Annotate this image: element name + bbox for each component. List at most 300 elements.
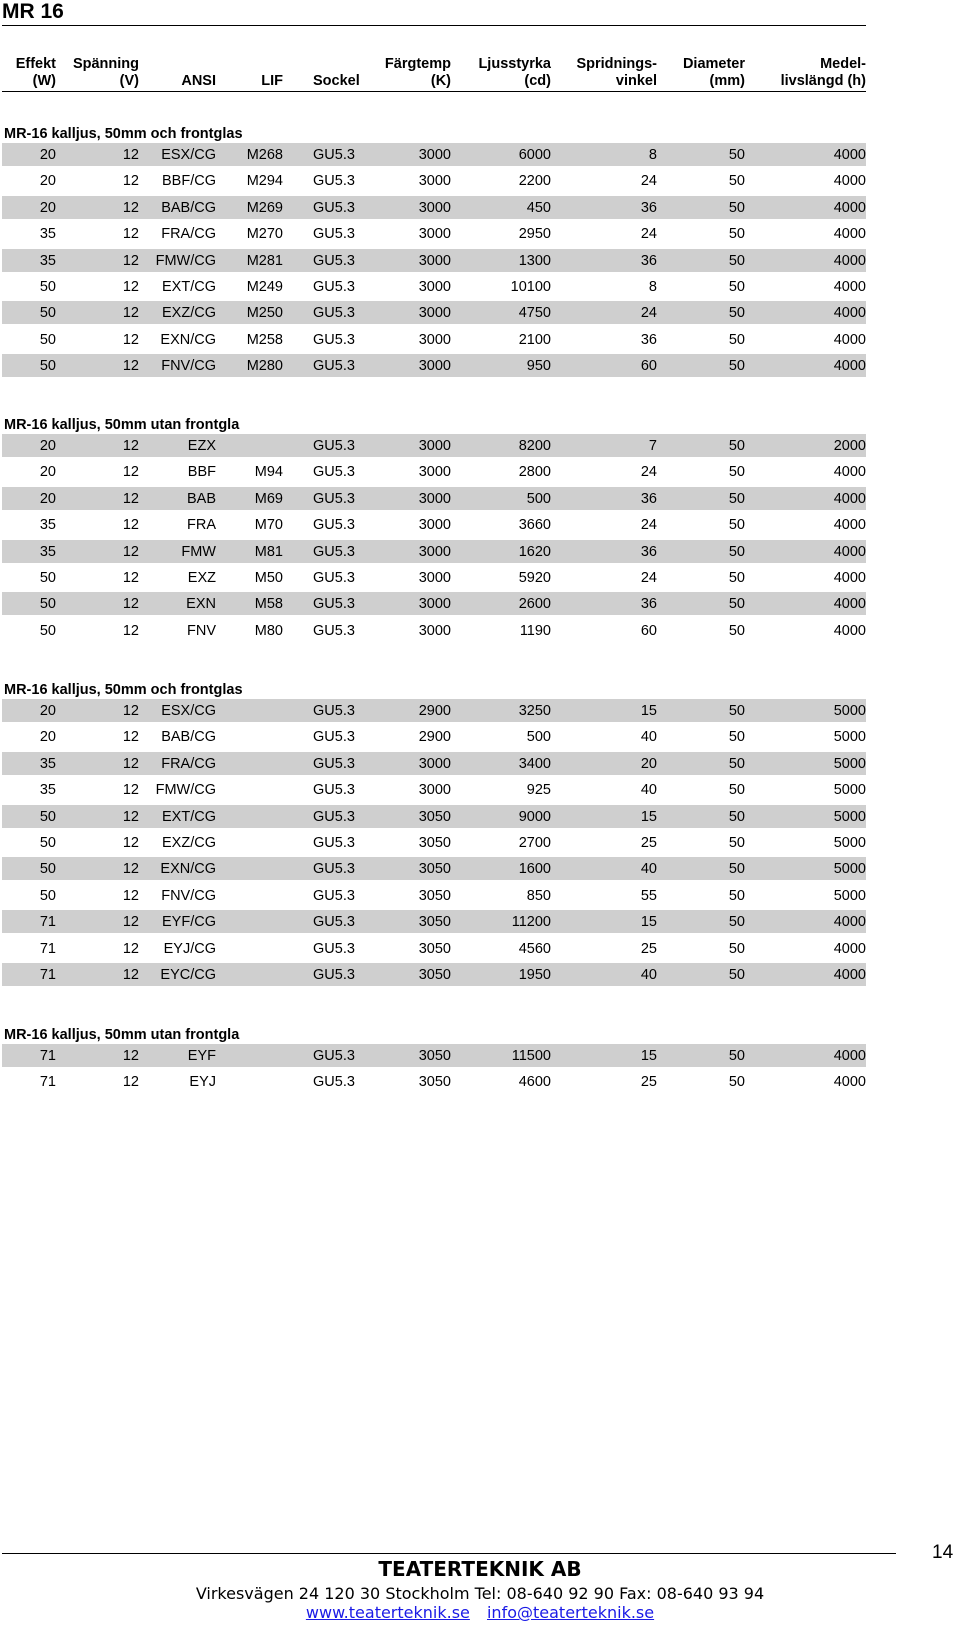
cell-ansi: EXN/CG bbox=[160, 861, 216, 878]
cell-diameter: 50 bbox=[728, 305, 745, 322]
cell-diameter: 50 bbox=[728, 967, 745, 983]
cell-effekt: 50 bbox=[39, 808, 56, 825]
cell-spridning: 8 bbox=[648, 147, 657, 163]
cell-fargtemp: 3000 bbox=[418, 782, 451, 799]
cell-fargtemp: 3000 bbox=[418, 305, 451, 322]
cell-lif: M250 bbox=[246, 305, 283, 322]
cell-lif: M70 bbox=[254, 517, 283, 534]
cell-ansi: BBF/CG bbox=[162, 173, 216, 190]
cell-ljusstyrka: 4600 bbox=[518, 1074, 551, 1091]
cell-sockel: GU5.3 bbox=[313, 279, 355, 295]
cell-diameter: 50 bbox=[728, 887, 745, 904]
cell-effekt: 71 bbox=[39, 1074, 56, 1091]
cell-spridning: 40 bbox=[640, 967, 657, 983]
cell-spanning: 12 bbox=[122, 887, 139, 904]
cell-spanning: 12 bbox=[122, 1074, 139, 1091]
cell-lif: M280 bbox=[246, 358, 283, 375]
cell-ansi: EXN/CG bbox=[160, 331, 216, 348]
cell-ansi: BAB/CG bbox=[161, 729, 216, 746]
cell-effekt: 20 bbox=[39, 464, 56, 481]
cell-livslangd: 4000 bbox=[833, 279, 866, 295]
cell-effekt: 71 bbox=[39, 940, 56, 957]
cell-fargtemp: 3000 bbox=[418, 358, 451, 375]
cell-fargtemp: 3000 bbox=[418, 517, 451, 534]
cell-spridning: 60 bbox=[640, 358, 657, 375]
cell-sockel: GU5.3 bbox=[313, 782, 355, 799]
table-row bbox=[2, 460, 866, 483]
cell-spanning: 12 bbox=[122, 252, 139, 269]
cell-ljusstyrka: 2800 bbox=[518, 464, 551, 481]
cell-spanning: 12 bbox=[122, 808, 139, 825]
cell-diameter: 50 bbox=[728, 517, 745, 534]
cell-spridning: 8 bbox=[648, 279, 657, 295]
cell-spanning: 12 bbox=[122, 596, 139, 613]
column-header-effekt: Effekt (W) bbox=[15, 56, 56, 89]
cell-ansi: BBF bbox=[187, 464, 216, 481]
cell-ansi: EYF bbox=[187, 1048, 216, 1064]
cell-ansi: EXZ/CG bbox=[162, 305, 216, 322]
cell-effekt: 35 bbox=[39, 543, 56, 560]
cell-fargtemp: 3000 bbox=[418, 279, 451, 295]
footer-divider bbox=[2, 1553, 896, 1554]
cell-spanning: 12 bbox=[122, 331, 139, 348]
cell-lif: M268 bbox=[246, 147, 283, 163]
cell-fargtemp: 3050 bbox=[418, 861, 451, 878]
cell-fargtemp: 3000 bbox=[418, 147, 451, 163]
cell-diameter: 50 bbox=[728, 331, 745, 348]
cell-lif: M294 bbox=[246, 173, 283, 190]
cell-spridning: 36 bbox=[640, 543, 657, 560]
company-address: Virkesvägen 24 120 30 Stockholm Tel: 08-640 92 90 Fax: 08-640 93 94 bbox=[195, 1584, 765, 1603]
cell-livslangd: 4000 bbox=[833, 1074, 866, 1091]
table-row bbox=[2, 699, 866, 722]
cell-spridning: 24 bbox=[640, 464, 657, 481]
cell-diameter: 50 bbox=[728, 543, 745, 560]
cell-livslangd: 4000 bbox=[833, 147, 866, 163]
cell-sockel: GU5.3 bbox=[313, 729, 355, 746]
cell-effekt: 50 bbox=[39, 596, 56, 613]
cell-fargtemp: 3050 bbox=[418, 808, 451, 825]
cell-lif: M81 bbox=[254, 543, 283, 560]
cell-spanning: 12 bbox=[122, 622, 139, 639]
cell-ljusstyrka: 4560 bbox=[518, 940, 551, 957]
table-row bbox=[2, 222, 866, 245]
cell-spridning: 40 bbox=[640, 782, 657, 799]
cell-ansi: ESX/CG bbox=[161, 703, 216, 719]
cell-spridning: 36 bbox=[640, 199, 657, 216]
cell-diameter: 50 bbox=[728, 782, 745, 799]
table-row bbox=[2, 857, 866, 880]
cell-ljusstyrka: 2950 bbox=[518, 226, 551, 243]
cell-lif: M249 bbox=[246, 279, 283, 295]
cell-fargtemp: 3050 bbox=[418, 914, 451, 931]
cell-livslangd: 5000 bbox=[833, 782, 866, 799]
cell-spanning: 12 bbox=[122, 782, 139, 799]
cell-ljusstyrka: 850 bbox=[526, 887, 551, 904]
cell-effekt: 35 bbox=[39, 782, 56, 799]
cell-ansi: FMW bbox=[181, 543, 216, 560]
cell-livslangd: 2000 bbox=[833, 438, 866, 454]
cell-effekt: 50 bbox=[39, 305, 56, 322]
cell-spanning: 12 bbox=[122, 226, 139, 243]
cell-sockel: GU5.3 bbox=[313, 438, 355, 454]
cell-spridning: 55 bbox=[640, 887, 657, 904]
cell-livslangd: 4000 bbox=[833, 914, 866, 931]
cell-sockel: GU5.3 bbox=[313, 808, 355, 825]
cell-spanning: 12 bbox=[122, 358, 139, 375]
cell-livslangd: 4000 bbox=[833, 252, 866, 269]
cell-effekt: 35 bbox=[39, 226, 56, 243]
cell-effekt: 20 bbox=[39, 199, 56, 216]
cell-effekt: 20 bbox=[39, 173, 56, 190]
cell-livslangd: 4000 bbox=[833, 1048, 866, 1064]
cell-fargtemp: 3050 bbox=[418, 887, 451, 904]
cell-sockel: GU5.3 bbox=[313, 358, 355, 375]
cell-diameter: 50 bbox=[728, 703, 745, 719]
cell-ljusstyrka: 8200 bbox=[518, 438, 551, 454]
cell-ljusstyrka: 450 bbox=[526, 199, 551, 216]
cell-ansi: EXZ/CG bbox=[162, 835, 216, 851]
cell-ansi: EYJ bbox=[189, 1074, 216, 1091]
cell-sockel: GU5.3 bbox=[313, 490, 355, 507]
cell-spridning: 15 bbox=[640, 808, 657, 825]
cell-ansi: EYC/CG bbox=[160, 967, 216, 983]
table-row bbox=[2, 540, 866, 563]
table-row bbox=[2, 301, 866, 324]
cell-ljusstyrka: 500 bbox=[526, 729, 551, 746]
cell-diameter: 50 bbox=[728, 729, 745, 746]
cell-sockel: GU5.3 bbox=[313, 914, 355, 931]
cell-sockel: GU5.3 bbox=[313, 861, 355, 878]
website-link[interactable]: www.teaterteknik.se bbox=[305, 1603, 470, 1622]
cell-diameter: 50 bbox=[728, 199, 745, 216]
cell-lif: M270 bbox=[246, 226, 283, 243]
cell-ljusstyrka: 3250 bbox=[518, 703, 551, 719]
cell-ljusstyrka: 4750 bbox=[518, 305, 551, 322]
table-row bbox=[2, 434, 866, 457]
cell-ansi: EYF/CG bbox=[162, 914, 216, 931]
cell-sockel: GU5.3 bbox=[313, 1048, 355, 1064]
cell-livslangd: 4000 bbox=[833, 570, 866, 586]
cell-sockel: GU5.3 bbox=[313, 464, 355, 481]
cell-diameter: 50 bbox=[728, 173, 745, 190]
table-row bbox=[2, 805, 866, 828]
cell-spanning: 12 bbox=[122, 279, 139, 295]
table-row bbox=[2, 1070, 866, 1093]
column-header-row bbox=[0, 54, 960, 90]
cell-ljusstyrka: 2600 bbox=[518, 596, 551, 613]
cell-fargtemp: 3000 bbox=[418, 570, 451, 586]
cell-sockel: GU5.3 bbox=[313, 147, 355, 163]
cell-ansi: FRA/CG bbox=[161, 226, 216, 243]
cell-spridning: 25 bbox=[640, 940, 657, 957]
column-header-lif: LIF bbox=[261, 73, 283, 89]
cell-fargtemp: 3000 bbox=[418, 331, 451, 348]
page-number: 14 bbox=[932, 1542, 954, 1563]
cell-spanning: 12 bbox=[122, 517, 139, 534]
cell-lif: M258 bbox=[246, 331, 283, 348]
cell-diameter: 50 bbox=[728, 1074, 745, 1091]
cell-sockel: GU5.3 bbox=[313, 596, 355, 613]
cell-effekt: 50 bbox=[39, 279, 56, 295]
cell-fargtemp: 3000 bbox=[418, 755, 451, 772]
cell-effekt: 50 bbox=[39, 887, 56, 904]
cell-livslangd: 5000 bbox=[833, 729, 866, 746]
page-title: MR 16 bbox=[2, 0, 64, 23]
cell-ljusstyrka: 925 bbox=[526, 782, 551, 799]
cell-sockel: GU5.3 bbox=[313, 252, 355, 269]
cell-spanning: 12 bbox=[122, 835, 139, 851]
cell-effekt: 35 bbox=[39, 755, 56, 772]
cell-spanning: 12 bbox=[122, 147, 139, 163]
cell-livslangd: 4000 bbox=[833, 967, 866, 983]
cell-spridning: 24 bbox=[640, 570, 657, 586]
cell-lif: M69 bbox=[254, 490, 283, 507]
cell-effekt: 50 bbox=[39, 861, 56, 878]
cell-ljusstyrka: 1950 bbox=[518, 967, 551, 983]
cell-fargtemp: 3000 bbox=[418, 543, 451, 560]
cell-ansi: FMW/CG bbox=[155, 782, 216, 799]
cell-spridning: 36 bbox=[640, 252, 657, 269]
table-row bbox=[2, 725, 866, 748]
cell-spanning: 12 bbox=[122, 967, 139, 983]
cell-spanning: 12 bbox=[122, 861, 139, 878]
cell-ansi: EZX bbox=[187, 438, 216, 454]
cell-spridning: 36 bbox=[640, 596, 657, 613]
column-header-ansi: ANSI bbox=[181, 73, 216, 89]
cell-livslangd: 4000 bbox=[833, 596, 866, 613]
cell-spanning: 12 bbox=[122, 703, 139, 719]
cell-fargtemp: 2900 bbox=[418, 703, 451, 719]
cell-diameter: 50 bbox=[728, 914, 745, 931]
cell-sockel: GU5.3 bbox=[313, 1074, 355, 1091]
cell-livslangd: 5000 bbox=[833, 703, 866, 719]
table-row bbox=[2, 963, 866, 986]
cell-sockel: GU5.3 bbox=[313, 226, 355, 243]
cell-ljusstyrka: 2200 bbox=[518, 173, 551, 190]
cell-ansi: FMW/CG bbox=[155, 252, 216, 269]
cell-diameter: 50 bbox=[728, 147, 745, 163]
cell-effekt: 20 bbox=[39, 703, 56, 719]
cell-spanning: 12 bbox=[122, 570, 139, 586]
cell-spridning: 24 bbox=[640, 305, 657, 322]
email-link[interactable]: info@teaterteknik.se bbox=[486, 1603, 655, 1622]
cell-ljusstyrka: 6000 bbox=[518, 147, 551, 163]
column-header-fargtemp: Färgtemp (K) bbox=[384, 56, 451, 89]
cell-diameter: 50 bbox=[728, 755, 745, 772]
cell-ansi: EXT/CG bbox=[162, 279, 216, 295]
cell-ljusstyrka: 10100 bbox=[510, 279, 551, 295]
cell-ljusstyrka: 11500 bbox=[511, 1048, 551, 1064]
cell-livslangd: 4000 bbox=[833, 331, 866, 348]
cell-diameter: 50 bbox=[728, 252, 745, 269]
title-divider bbox=[2, 25, 866, 26]
cell-diameter: 50 bbox=[728, 279, 745, 295]
column-header-livslangd: Medel- livslängd (h) bbox=[780, 56, 866, 89]
cell-spridning: 25 bbox=[640, 1074, 657, 1091]
cell-spridning: 15 bbox=[640, 1048, 657, 1064]
cell-ljusstyrka: 11200 bbox=[511, 914, 551, 931]
cell-ansi: BAB bbox=[186, 490, 216, 507]
column-header-spanning: Spänning (V) bbox=[72, 56, 139, 89]
cell-lif: M281 bbox=[246, 252, 283, 269]
cell-spridning: 7 bbox=[648, 438, 657, 454]
cell-effekt: 50 bbox=[39, 331, 56, 348]
table-row bbox=[2, 196, 866, 219]
cell-ljusstyrka: 1600 bbox=[518, 861, 551, 878]
header-divider bbox=[2, 91, 866, 92]
cell-sockel: GU5.3 bbox=[313, 173, 355, 190]
cell-spanning: 12 bbox=[122, 729, 139, 746]
cell-diameter: 50 bbox=[728, 464, 745, 481]
cell-ansi: FNV/CG bbox=[161, 887, 216, 904]
table-row bbox=[2, 937, 866, 960]
cell-diameter: 50 bbox=[728, 622, 745, 639]
cell-spridning: 15 bbox=[640, 914, 657, 931]
cell-spanning: 12 bbox=[122, 438, 139, 454]
cell-lif: M80 bbox=[254, 622, 283, 639]
cell-effekt: 71 bbox=[39, 914, 56, 931]
cell-fargtemp: 3000 bbox=[418, 226, 451, 243]
table-row bbox=[2, 592, 866, 615]
table-row bbox=[2, 354, 866, 377]
section-title: MR-16 kalljus, 50mm och frontglas bbox=[4, 126, 243, 142]
cell-livslangd: 4000 bbox=[833, 305, 866, 322]
cell-effekt: 50 bbox=[39, 358, 56, 375]
cell-spanning: 12 bbox=[122, 464, 139, 481]
cell-ansi: EXN bbox=[186, 596, 216, 613]
cell-effekt: 35 bbox=[39, 517, 56, 534]
table-row bbox=[2, 513, 866, 536]
cell-livslangd: 4000 bbox=[833, 543, 866, 560]
cell-diameter: 50 bbox=[728, 570, 745, 586]
cell-ansi: FNV/CG bbox=[161, 358, 216, 375]
table-row bbox=[2, 884, 866, 907]
cell-ansi: FRA bbox=[187, 517, 216, 534]
cell-ansi: FRA/CG bbox=[161, 755, 216, 772]
table-row bbox=[2, 169, 866, 192]
table-row bbox=[2, 752, 866, 775]
cell-fargtemp: 2900 bbox=[418, 729, 451, 746]
cell-fargtemp: 3000 bbox=[418, 173, 451, 190]
cell-spanning: 12 bbox=[122, 914, 139, 931]
cell-spanning: 12 bbox=[122, 543, 139, 560]
cell-effekt: 20 bbox=[39, 147, 56, 163]
cell-ansi: ESX/CG bbox=[161, 147, 216, 163]
section-title: MR-16 kalljus, 50mm utan frontgla bbox=[4, 417, 240, 433]
cell-livslangd: 4000 bbox=[833, 464, 866, 481]
cell-livslangd: 5000 bbox=[833, 835, 866, 851]
cell-livslangd: 4000 bbox=[833, 517, 866, 534]
cell-sockel: GU5.3 bbox=[313, 570, 355, 586]
column-header-diameter: Diameter (mm) bbox=[682, 56, 745, 89]
cell-ljusstyrka: 2100 bbox=[518, 331, 551, 348]
cell-sockel: GU5.3 bbox=[313, 517, 355, 534]
cell-diameter: 50 bbox=[728, 596, 745, 613]
cell-fargtemp: 3000 bbox=[418, 252, 451, 269]
cell-spanning: 12 bbox=[122, 490, 139, 507]
cell-fargtemp: 3000 bbox=[418, 199, 451, 216]
cell-ansi: FNV bbox=[187, 622, 216, 639]
cell-diameter: 50 bbox=[728, 940, 745, 957]
cell-fargtemp: 3050 bbox=[418, 967, 451, 983]
table-row bbox=[2, 910, 866, 933]
table-row bbox=[2, 619, 866, 642]
cell-ljusstyrka: 2700 bbox=[518, 835, 551, 851]
cell-livslangd: 5000 bbox=[833, 861, 866, 878]
cell-sockel: GU5.3 bbox=[313, 703, 355, 719]
cell-ljusstyrka: 3660 bbox=[518, 517, 551, 534]
cell-fargtemp: 3000 bbox=[418, 596, 451, 613]
table-row bbox=[2, 487, 866, 510]
cell-diameter: 50 bbox=[728, 808, 745, 825]
cell-sockel: GU5.3 bbox=[313, 543, 355, 560]
cell-ljusstyrka: 3400 bbox=[518, 755, 551, 772]
cell-spridning: 36 bbox=[640, 331, 657, 348]
cell-effekt: 50 bbox=[39, 622, 56, 639]
cell-spanning: 12 bbox=[122, 199, 139, 216]
cell-spridning: 25 bbox=[640, 835, 657, 851]
column-header-ljusstyrka: Ljusstyrka (cd) bbox=[478, 56, 551, 89]
cell-effekt: 20 bbox=[39, 729, 56, 746]
cell-livslangd: 5000 bbox=[833, 887, 866, 904]
cell-sockel: GU5.3 bbox=[313, 967, 355, 983]
cell-fargtemp: 3050 bbox=[418, 1048, 451, 1064]
table-row bbox=[2, 249, 866, 272]
column-header-sockel: Sockel bbox=[313, 73, 360, 89]
table-row bbox=[2, 275, 866, 298]
cell-livslangd: 4000 bbox=[833, 622, 866, 639]
cell-livslangd: 4000 bbox=[833, 226, 866, 243]
cell-effekt: 71 bbox=[39, 967, 56, 983]
cell-fargtemp: 3000 bbox=[418, 464, 451, 481]
cell-effekt: 50 bbox=[39, 570, 56, 586]
cell-spridning: 36 bbox=[640, 490, 657, 507]
cell-lif: M94 bbox=[254, 464, 283, 481]
cell-diameter: 50 bbox=[728, 1048, 745, 1064]
cell-effekt: 20 bbox=[39, 438, 56, 454]
column-header-spridning: Spridnings- vinkel bbox=[576, 56, 657, 89]
cell-effekt: 71 bbox=[39, 1048, 56, 1064]
cell-fargtemp: 3000 bbox=[418, 438, 451, 454]
cell-diameter: 50 bbox=[728, 490, 745, 507]
cell-ljusstyrka: 950 bbox=[526, 358, 551, 375]
cell-sockel: GU5.3 bbox=[313, 305, 355, 322]
cell-livslangd: 5000 bbox=[833, 755, 866, 772]
cell-sockel: GU5.3 bbox=[313, 835, 355, 851]
cell-ansi: EXT/CG bbox=[162, 808, 216, 825]
cell-spanning: 12 bbox=[122, 755, 139, 772]
table-row bbox=[2, 778, 866, 801]
cell-diameter: 50 bbox=[728, 835, 745, 851]
cell-fargtemp: 3050 bbox=[418, 940, 451, 957]
cell-sockel: GU5.3 bbox=[313, 940, 355, 957]
cell-lif: M269 bbox=[246, 199, 283, 216]
cell-sockel: GU5.3 bbox=[313, 755, 355, 772]
cell-spanning: 12 bbox=[122, 1048, 139, 1064]
cell-spridning: 24 bbox=[640, 226, 657, 243]
cell-livslangd: 4000 bbox=[833, 358, 866, 375]
table-row bbox=[2, 1044, 866, 1067]
cell-spridning: 40 bbox=[640, 861, 657, 878]
cell-ansi: EXZ bbox=[187, 570, 216, 586]
cell-ansi: BAB/CG bbox=[161, 199, 216, 216]
cell-fargtemp: 3000 bbox=[418, 622, 451, 639]
footer-links bbox=[0, 1603, 960, 1622]
cell-effekt: 35 bbox=[39, 252, 56, 269]
cell-effekt: 50 bbox=[39, 835, 56, 851]
section-title: MR-16 kalljus, 50mm och frontglas bbox=[4, 682, 243, 698]
